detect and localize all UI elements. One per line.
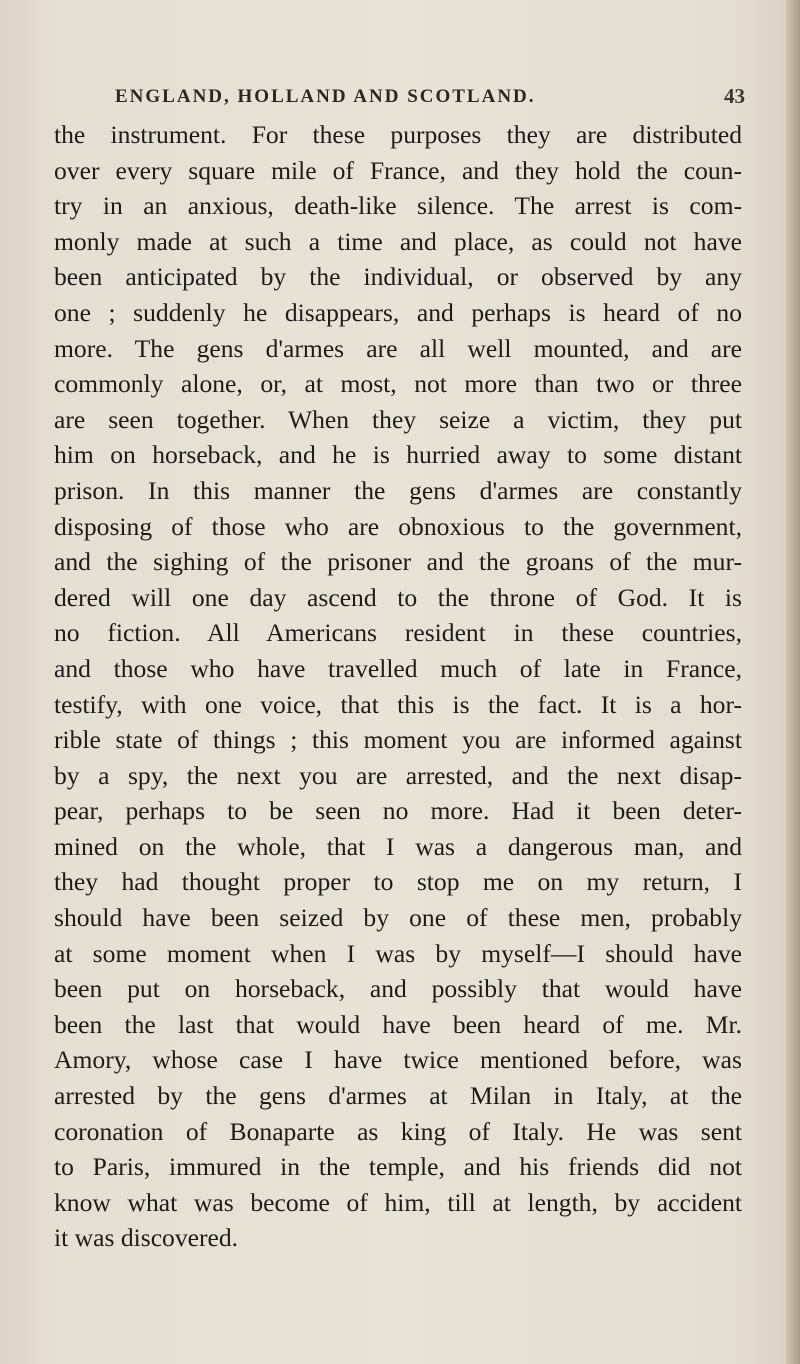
- page-edge: [786, 0, 800, 1364]
- body-paragraph: [54, 117, 742, 1256]
- text-line: it was discovered.: [54, 1223, 239, 1253]
- text-line: at some moment when I was by myself—I should have: [54, 938, 742, 968]
- text-line: the instrument. For these purposes they are distributed: [54, 120, 742, 149]
- text-line: rible state of things ; this moment you are informed against: [54, 725, 742, 755]
- text-line: mined on the whole, that I was a dangerous man, and: [54, 831, 742, 861]
- text-line: and the sighing of the prisoner and the groans of the mur-: [54, 547, 742, 577]
- text-line: they had thought proper to stop me on my return, I: [54, 867, 742, 897]
- text-line: him on horseback, and he is hurried away to some distant: [54, 440, 742, 470]
- text-line: commonly alone, or, at most, not more than two or three: [54, 369, 742, 399]
- text-line: try in an anxious, death-like silence. The arrest is com-: [54, 191, 742, 221]
- text-line: to Paris, immured in the temple, and his friends did not: [54, 1152, 742, 1182]
- text-line: pear, perhaps to be seen no more. Had it been deter-: [54, 796, 742, 826]
- text-line: are seen together. When they seize a victim, they put: [54, 404, 742, 434]
- text-line: been anticipated by the individual, or observed by any: [54, 262, 742, 292]
- text-line: coronation of Bonaparte as king of Italy. He was sent: [54, 1116, 742, 1146]
- text-line: arrested by the gens d'armes at Milan in Italy, at the: [54, 1081, 742, 1111]
- text-line: prison. In this manner the gens d'armes are constantly: [54, 475, 742, 505]
- page-number: 43: [724, 84, 745, 108]
- text-line: know what was become of him, till at length, by accident: [54, 1187, 742, 1217]
- text-line: monly made at such a time and place, as could not have: [54, 226, 742, 256]
- text-line: testify, with one voice, that this is the fact. It is a hor-: [54, 689, 742, 719]
- text-line: been the last that would have been heard of me. Mr.: [54, 1009, 742, 1039]
- text-line: Amory, whose case I have twice mentioned before, was: [54, 1045, 742, 1075]
- running-head: ENGLAND, HOLLAND AND SCOTLAND.: [115, 86, 536, 107]
- text-line: been put on horseback, and possibly that would have: [54, 974, 742, 1004]
- text-line: should have been seized by one of these men, probably: [54, 903, 742, 933]
- text-line: no fiction. All Americans resident in these countries,: [54, 618, 742, 648]
- text-line: disposing of those who are obnoxious to the government,: [54, 511, 742, 541]
- text-line: one ; suddenly he disappears, and perhaps is heard of no: [54, 297, 742, 327]
- text-line: more. The gens d'armes are all well mounted, and are: [54, 333, 742, 363]
- text-line: over every square mile of France, and they hold the coun-: [54, 155, 742, 185]
- text-line: by a spy, the next you are arrested, and the next disap-: [54, 760, 742, 790]
- text-line: and those who have travelled much of late in France,: [54, 653, 742, 683]
- text-line: dered will one day ascend to the throne of God. It is: [54, 582, 742, 612]
